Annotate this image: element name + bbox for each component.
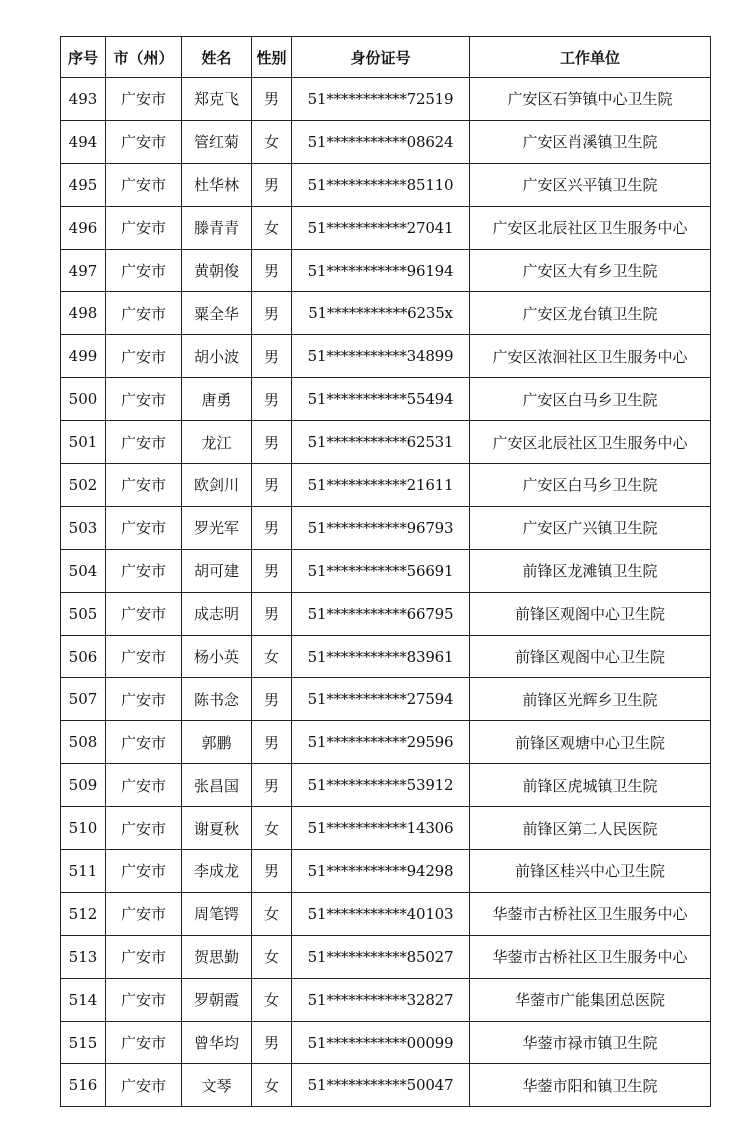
cell-work-unit: 广安区石笋镇中心卫生院 <box>470 78 711 121</box>
table-row <box>61 850 711 893</box>
cell-id-number: 51***********50047 <box>292 1064 470 1107</box>
cell-name: 文琴 <box>182 1064 252 1107</box>
cell-gender: 女 <box>252 120 292 163</box>
cell-gender: 男 <box>252 592 292 635</box>
cell-city: 广安市 <box>106 721 182 764</box>
cell-city: 广安市 <box>106 292 182 335</box>
cell-work-unit: 前锋区虎城镇卫生院 <box>470 764 711 807</box>
cell-name: 成志明 <box>182 592 252 635</box>
cell-gender: 女 <box>252 635 292 678</box>
cell-work-unit: 华蓥市阳和镇卫生院 <box>470 1064 711 1107</box>
cell-city: 广安市 <box>106 249 182 292</box>
cell-id-number: 51***********62531 <box>292 421 470 464</box>
cell-city: 广安市 <box>106 549 182 592</box>
table-row <box>61 807 711 850</box>
cell-name: 贺思勤 <box>182 935 252 978</box>
cell-seq: 506 <box>61 635 106 678</box>
header-id-number: 身份证号 <box>292 37 470 78</box>
cell-work-unit: 广安区大有乡卫生院 <box>470 249 711 292</box>
table-row <box>61 635 711 678</box>
table-row <box>61 249 711 292</box>
cell-gender: 男 <box>252 506 292 549</box>
cell-seq: 516 <box>61 1064 106 1107</box>
personnel-table <box>60 36 711 1107</box>
cell-city: 广安市 <box>106 464 182 507</box>
cell-work-unit: 前锋区第二人民医院 <box>470 807 711 850</box>
table-row <box>61 549 711 592</box>
cell-city: 广安市 <box>106 592 182 635</box>
cell-work-unit: 前锋区观阁中心卫生院 <box>470 635 711 678</box>
table-row <box>61 78 711 121</box>
table-row <box>61 678 711 721</box>
table-row <box>61 335 711 378</box>
cell-seq: 493 <box>61 78 106 121</box>
cell-gender: 男 <box>252 163 292 206</box>
cell-id-number: 51***********32827 <box>292 978 470 1021</box>
cell-work-unit: 广安区白马乡卫生院 <box>470 378 711 421</box>
cell-name: 胡小波 <box>182 335 252 378</box>
cell-id-number: 51***********72519 <box>292 78 470 121</box>
cell-name: 张昌国 <box>182 764 252 807</box>
cell-id-number: 51***********53912 <box>292 764 470 807</box>
table-row <box>61 592 711 635</box>
cell-gender: 男 <box>252 335 292 378</box>
table-row <box>61 464 711 507</box>
header-name: 姓名 <box>182 37 252 78</box>
cell-work-unit: 广安区北辰社区卫生服务中心 <box>470 206 711 249</box>
cell-work-unit: 前锋区观阁中心卫生院 <box>470 592 711 635</box>
cell-gender: 男 <box>252 850 292 893</box>
cell-seq: 497 <box>61 249 106 292</box>
cell-city: 广安市 <box>106 378 182 421</box>
cell-gender: 男 <box>252 249 292 292</box>
cell-seq: 504 <box>61 549 106 592</box>
cell-seq: 514 <box>61 978 106 1021</box>
cell-name: 杜华林 <box>182 163 252 206</box>
cell-gender: 男 <box>252 378 292 421</box>
cell-gender: 女 <box>252 935 292 978</box>
cell-seq: 500 <box>61 378 106 421</box>
cell-id-number: 51***********21611 <box>292 464 470 507</box>
cell-id-number: 51***********66795 <box>292 592 470 635</box>
cell-gender: 男 <box>252 764 292 807</box>
cell-work-unit: 前锋区桂兴中心卫生院 <box>470 850 711 893</box>
cell-gender: 男 <box>252 464 292 507</box>
table-row <box>61 1064 711 1107</box>
table-row <box>61 892 711 935</box>
cell-work-unit: 广安区白马乡卫生院 <box>470 464 711 507</box>
cell-work-unit: 华蓥市禄市镇卫生院 <box>470 1021 711 1064</box>
cell-city: 广安市 <box>106 635 182 678</box>
cell-work-unit: 前锋区观塘中心卫生院 <box>470 721 711 764</box>
cell-name: 郭鹏 <box>182 721 252 764</box>
cell-id-number: 51***********85110 <box>292 163 470 206</box>
cell-work-unit: 华蓥市古桥社区卫生服务中心 <box>470 892 711 935</box>
cell-seq: 513 <box>61 935 106 978</box>
table-row <box>61 206 711 249</box>
cell-gender: 男 <box>252 549 292 592</box>
cell-name: 粟全华 <box>182 292 252 335</box>
cell-name: 郑克飞 <box>182 78 252 121</box>
cell-name: 胡可建 <box>182 549 252 592</box>
cell-gender: 女 <box>252 892 292 935</box>
cell-work-unit: 华蓥市广能集团总医院 <box>470 978 711 1021</box>
cell-work-unit: 前锋区龙滩镇卫生院 <box>470 549 711 592</box>
cell-name: 杨小英 <box>182 635 252 678</box>
cell-city: 广安市 <box>106 850 182 893</box>
cell-work-unit: 华蓥市古桥社区卫生服务中心 <box>470 935 711 978</box>
cell-city: 广安市 <box>106 1064 182 1107</box>
cell-id-number: 51***********00099 <box>292 1021 470 1064</box>
cell-id-number: 51***********94298 <box>292 850 470 893</box>
cell-seq: 494 <box>61 120 106 163</box>
cell-gender: 女 <box>252 206 292 249</box>
cell-id-number: 51***********40103 <box>292 892 470 935</box>
cell-name: 唐勇 <box>182 378 252 421</box>
cell-work-unit: 广安区北辰社区卫生服务中心 <box>470 421 711 464</box>
cell-city: 广安市 <box>106 78 182 121</box>
cell-id-number: 51***********27041 <box>292 206 470 249</box>
cell-seq: 502 <box>61 464 106 507</box>
cell-seq: 508 <box>61 721 106 764</box>
cell-name: 滕青青 <box>182 206 252 249</box>
cell-id-number: 51***********08624 <box>292 120 470 163</box>
cell-id-number: 51***********56691 <box>292 549 470 592</box>
cell-city: 广安市 <box>106 892 182 935</box>
cell-city: 广安市 <box>106 1021 182 1064</box>
cell-seq: 503 <box>61 506 106 549</box>
cell-id-number: 51***********27594 <box>292 678 470 721</box>
cell-seq: 501 <box>61 421 106 464</box>
cell-name: 罗朝霞 <box>182 978 252 1021</box>
cell-work-unit: 广安区龙台镇卫生院 <box>470 292 711 335</box>
cell-id-number: 51***********6235x <box>292 292 470 335</box>
cell-city: 广安市 <box>106 978 182 1021</box>
cell-city: 广安市 <box>106 506 182 549</box>
cell-id-number: 51***********85027 <box>292 935 470 978</box>
cell-name: 龙江 <box>182 421 252 464</box>
cell-gender: 女 <box>252 807 292 850</box>
table-row <box>61 721 711 764</box>
table-row <box>61 1021 711 1064</box>
cell-city: 广安市 <box>106 163 182 206</box>
header-seq: 序号 <box>61 37 106 78</box>
table-row <box>61 506 711 549</box>
cell-id-number: 51***********14306 <box>292 807 470 850</box>
cell-work-unit: 广安区肖溪镇卫生院 <box>470 120 711 163</box>
cell-work-unit: 前锋区光辉乡卫生院 <box>470 678 711 721</box>
cell-seq: 507 <box>61 678 106 721</box>
cell-seq: 511 <box>61 850 106 893</box>
table-body <box>61 78 711 1107</box>
cell-id-number: 51***********34899 <box>292 335 470 378</box>
cell-gender: 男 <box>252 78 292 121</box>
cell-name: 谢夏秋 <box>182 807 252 850</box>
cell-city: 广安市 <box>106 120 182 163</box>
table-row <box>61 978 711 1021</box>
cell-work-unit: 广安区浓洄社区卫生服务中心 <box>470 335 711 378</box>
table-row <box>61 935 711 978</box>
cell-gender: 男 <box>252 292 292 335</box>
table-row <box>61 378 711 421</box>
cell-name: 周笔锷 <box>182 892 252 935</box>
cell-gender: 男 <box>252 721 292 764</box>
cell-id-number: 51***********96793 <box>292 506 470 549</box>
cell-id-number: 51***********55494 <box>292 378 470 421</box>
cell-city: 广安市 <box>106 335 182 378</box>
cell-seq: 505 <box>61 592 106 635</box>
cell-work-unit: 广安区兴平镇卫生院 <box>470 163 711 206</box>
cell-id-number: 51***********29596 <box>292 721 470 764</box>
cell-seq: 499 <box>61 335 106 378</box>
table-row <box>61 163 711 206</box>
cell-name: 罗光军 <box>182 506 252 549</box>
cell-seq: 512 <box>61 892 106 935</box>
header-gender: 性别 <box>252 37 292 78</box>
cell-seq: 496 <box>61 206 106 249</box>
cell-seq: 510 <box>61 807 106 850</box>
table-row <box>61 421 711 464</box>
cell-city: 广安市 <box>106 206 182 249</box>
cell-gender: 男 <box>252 1021 292 1064</box>
cell-city: 广安市 <box>106 935 182 978</box>
cell-id-number: 51***********96194 <box>292 249 470 292</box>
table-row <box>61 292 711 335</box>
cell-name: 欧剑川 <box>182 464 252 507</box>
cell-city: 广安市 <box>106 764 182 807</box>
cell-seq: 498 <box>61 292 106 335</box>
header-work-unit: 工作单位 <box>470 37 711 78</box>
table-row <box>61 120 711 163</box>
cell-name: 陈书念 <box>182 678 252 721</box>
cell-gender: 男 <box>252 421 292 464</box>
cell-seq: 515 <box>61 1021 106 1064</box>
cell-seq: 509 <box>61 764 106 807</box>
cell-name: 黄朝俊 <box>182 249 252 292</box>
cell-gender: 男 <box>252 678 292 721</box>
cell-seq: 495 <box>61 163 106 206</box>
cell-id-number: 51***********83961 <box>292 635 470 678</box>
cell-name: 管红菊 <box>182 120 252 163</box>
cell-name: 李成龙 <box>182 850 252 893</box>
cell-work-unit: 广安区广兴镇卫生院 <box>470 506 711 549</box>
table-header-row <box>61 37 711 78</box>
cell-gender: 女 <box>252 978 292 1021</box>
header-city: 市（州） <box>106 37 182 78</box>
table-row <box>61 764 711 807</box>
cell-city: 广安市 <box>106 421 182 464</box>
cell-city: 广安市 <box>106 807 182 850</box>
cell-name: 曾华均 <box>182 1021 252 1064</box>
cell-gender: 女 <box>252 1064 292 1107</box>
cell-city: 广安市 <box>106 678 182 721</box>
